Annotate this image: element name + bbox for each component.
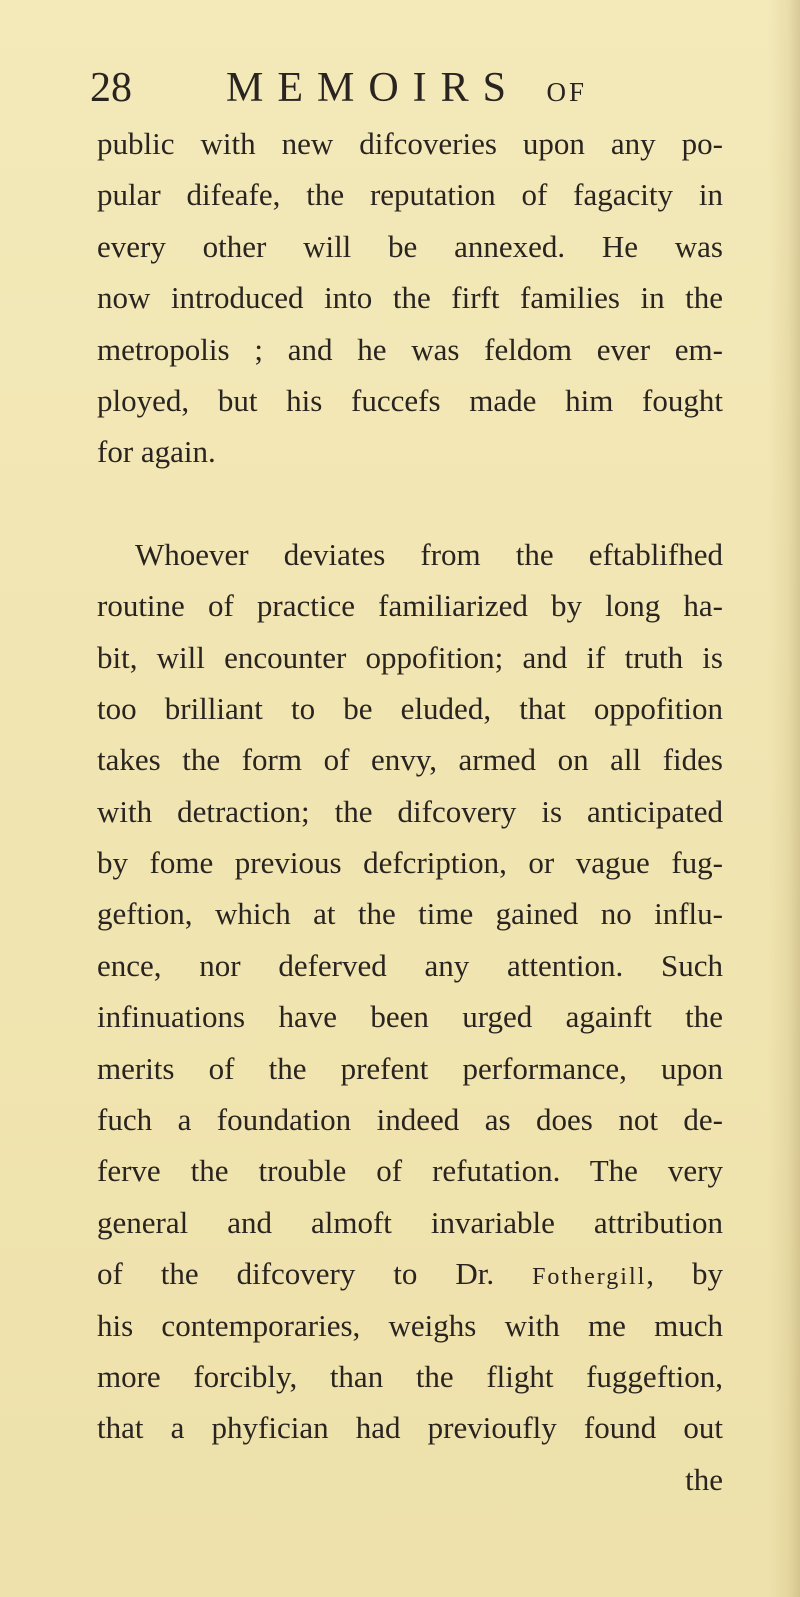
page-header	[90, 64, 730, 124]
text-line: every other will be annexed. He was	[97, 228, 723, 264]
text-line: metropolis ; and he was feldom ever em-	[97, 331, 723, 367]
text-line: pular difeafe, the reputation of fagacity in	[97, 177, 723, 213]
text-line: fuch a foundation indeed as does not de-	[97, 1102, 723, 1138]
text-line: now introduced into the firft families in the	[97, 280, 723, 316]
text-line: his contemporaries, weighs with me much	[97, 1307, 723, 1343]
text-line: ployed, but his fuccefs made him fought	[97, 382, 723, 418]
paragraph	[97, 529, 723, 1505]
text-line: that a phyfician had previoufly found out	[97, 1410, 723, 1446]
text-line: too brilliant to be eluded, that oppofition	[97, 690, 723, 726]
paragraph-gap	[97, 478, 723, 529]
text-fragment: , by	[646, 1256, 723, 1292]
person-name: Fothergill	[532, 1264, 647, 1291]
text-line: takes the form of envy, armed on all fides	[97, 742, 723, 778]
catchword: the	[685, 1461, 723, 1497]
text-line: with detraction; the difcovery is anticipated	[97, 793, 723, 829]
running-head-suffix: OF	[546, 77, 588, 107]
text-line	[97, 1248, 723, 1299]
text-line: ence, nor deferved any attention. Such	[97, 947, 723, 983]
text-line: bit, will encounter oppofition; and if truth is	[97, 639, 723, 675]
running-head-title: MEMOIRS	[226, 65, 521, 111]
running-head	[226, 64, 587, 116]
text-line: ferve the trouble of refutation. The very	[97, 1153, 723, 1189]
text-line: merits of the prefent performance, upon	[97, 1050, 723, 1086]
text-line: more forcibly, than the flight fuggeftion,	[97, 1358, 723, 1394]
text-line: geftion, which at the time gained no influ-	[97, 896, 723, 932]
text-line: public with new difcoveries upon any po-	[97, 126, 723, 161]
text-line: by fome previous defcription, or vague fug-	[97, 845, 723, 881]
text-line: Whoever deviates from the eftablifhed	[135, 536, 723, 572]
page-number: 28	[90, 65, 132, 111]
text-fragment: of the difcovery to Dr.	[97, 1256, 533, 1292]
paragraph	[97, 118, 723, 478]
text-line: for again.	[97, 434, 216, 470]
text-line: routine of practice familiarized by long ha-	[97, 588, 723, 624]
body-text	[97, 118, 723, 1505]
text-line: infinuations have been urged againft the	[97, 999, 723, 1035]
text-line: general and almoft invariable attribution	[97, 1204, 723, 1240]
